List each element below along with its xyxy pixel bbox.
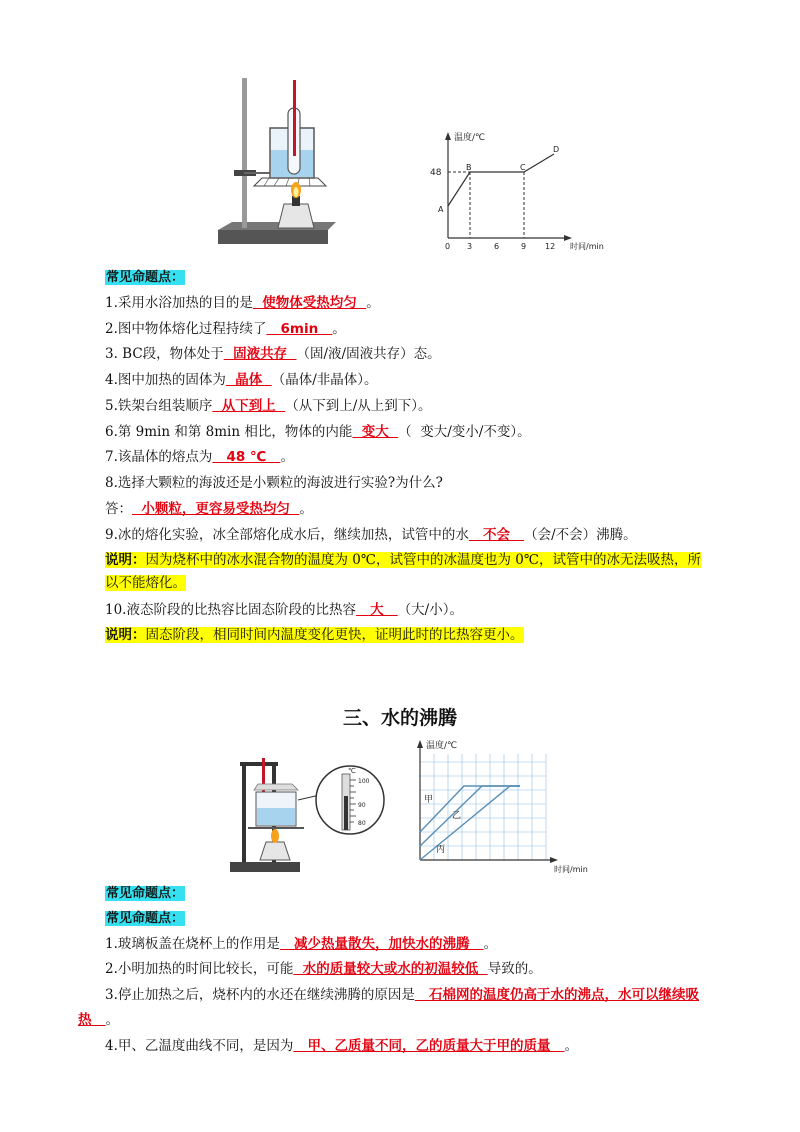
series-jia-label: 甲 xyxy=(424,795,434,805)
point-b-label: B xyxy=(466,163,472,172)
sec2-heading: 常见命题点： xyxy=(106,270,185,285)
melting-temperature-graph xyxy=(428,128,628,256)
sec2-q2: 2.图中物体熔化过程持续了 6min 。 xyxy=(105,321,346,337)
sec3-q4: 4.甲、乙温度曲线不同，是因为 甲、乙质量不同，乙的质量大于甲的质量 。 xyxy=(105,1038,579,1054)
graph1-ytick-48: 48 xyxy=(430,168,442,178)
thermo-80-label: 80 xyxy=(358,820,366,827)
answer: 48 ℃ xyxy=(212,449,281,465)
graph1-xtick-3: 3 xyxy=(467,242,473,251)
graph1-xtick-12: 12 xyxy=(545,242,556,251)
sec2-a8: 答： 小颗粒，更容易受热均匀 。 xyxy=(105,501,313,517)
point-c-label: C xyxy=(520,163,526,172)
sec2-q4: 4.图中加热的固体为 晶体 （晶体/非晶体）。 xyxy=(105,372,378,388)
thermo-90-label: 90 xyxy=(358,802,366,809)
sec2-q8: 8.选择大颗粒的海波还是小颗粒的海波进行实验?为什么? xyxy=(105,475,443,491)
boiling-temperature-graph xyxy=(410,738,610,878)
answer: 减少热量散失，加快水的沸腾 xyxy=(279,936,484,952)
graph1-ylabel: 温度/℃ xyxy=(454,133,486,143)
sec2-q9: 9.冰的熔化实验，冰全部熔化成水后，继续加热，试管中的水 不会 （会/不会）沸腾。 xyxy=(105,527,637,543)
series-yi-label: 乙 xyxy=(452,811,462,821)
sec2-note10: 说明：固态阶段，相同时间内温度变化更快，证明此时的比热容更小。 xyxy=(105,627,524,643)
sec3-q2: 2.小明加热的时间比较长，可能 水的质量较大或水的初温较低 导致的。 xyxy=(105,961,542,977)
water-bath-apparatus-figure xyxy=(214,78,336,258)
sec3-heading-1: 常见命题点： xyxy=(106,886,185,901)
answer: 甲、乙质量不同，乙的质量大于甲的质量 xyxy=(293,1038,565,1054)
answer: 小颗粒，更容易受热均匀 xyxy=(132,501,300,517)
graph1-xtick-6: 6 xyxy=(494,242,500,251)
sec2-note9-line2: 以不能熔化。 xyxy=(105,575,186,591)
graph1-xtick-9: 9 xyxy=(521,242,527,251)
answer: 不会 xyxy=(468,527,525,543)
graph2-ylabel: 温度/℃ xyxy=(426,741,458,751)
answer: 水的质量较大或水的初温较低 xyxy=(293,961,488,977)
answer: 使物体受热均匀 xyxy=(252,295,367,311)
sec3-heading-2: 常见命题点： xyxy=(106,911,185,926)
point-d-label: D xyxy=(553,145,560,154)
answer: 6min xyxy=(266,321,333,337)
graph1-xtick-0: 0 xyxy=(445,242,451,251)
answer: 大 xyxy=(355,602,398,618)
sec2-q10: 10.液态阶段的比热容比固态阶段的比热容 大 （大/小）。 xyxy=(105,602,463,618)
sec2-q7: 7.该晶体的熔点为 48 ℃ 。 xyxy=(105,449,294,465)
thermo-unit-label: ℃ xyxy=(348,767,356,775)
sec2-q5: 5.铁架台组装顺序 从下到上 （从下到上/从上到下）。 xyxy=(105,398,432,414)
series-bing-label: 丙 xyxy=(436,845,446,855)
point-a-label: A xyxy=(438,205,444,214)
answer: 变大 xyxy=(352,424,399,440)
answer: 晶体 xyxy=(225,372,272,388)
sec2-q1: 1.采用水浴加热的目的是 使物体受热均匀 。 xyxy=(105,295,380,311)
sec2-note9-line1: 说明：因为烧杯中的冰水混合物的温度为 0℃，试管中的冰温度也为 0℃，试管中的冰无法吸热，所 xyxy=(105,552,701,568)
sec3-q3-cont: 热 。 xyxy=(78,1012,120,1028)
thermo-100-label: 100 xyxy=(358,778,370,785)
graph1-xlabel: 时间/min xyxy=(570,242,604,251)
sec2-q3: 3. BC段，物体处于 固液共存 （固/液/固液共存）态。 xyxy=(105,346,441,362)
answer: 热 xyxy=(78,1012,106,1028)
section-title: 三、水的沸腾 xyxy=(342,707,457,729)
answer: 从下到上 xyxy=(212,398,286,414)
boiling-apparatus-figure xyxy=(228,756,388,878)
answer: 石棉网的温度仍高于水的沸点，水可以继续吸 xyxy=(414,987,699,1003)
sec3-q1: 1.玻璃板盖在烧杯上的作用是 减少热量散失，加快水的沸腾 。 xyxy=(105,936,498,952)
sec3-q3: 3.停止加热之后，烧杯内的水还在继续沸腾的原因是 石棉网的温度仍高于水的沸点，水可以继续吸 xyxy=(105,987,699,1003)
sec2-q6: 6.第 9min 和第 8min 相比，物体的内能 变大 （ 变大/变小/不变）。 xyxy=(105,424,531,440)
graph2-xlabel: 时间/min xyxy=(554,865,588,874)
answer: 固液共存 xyxy=(223,346,297,362)
